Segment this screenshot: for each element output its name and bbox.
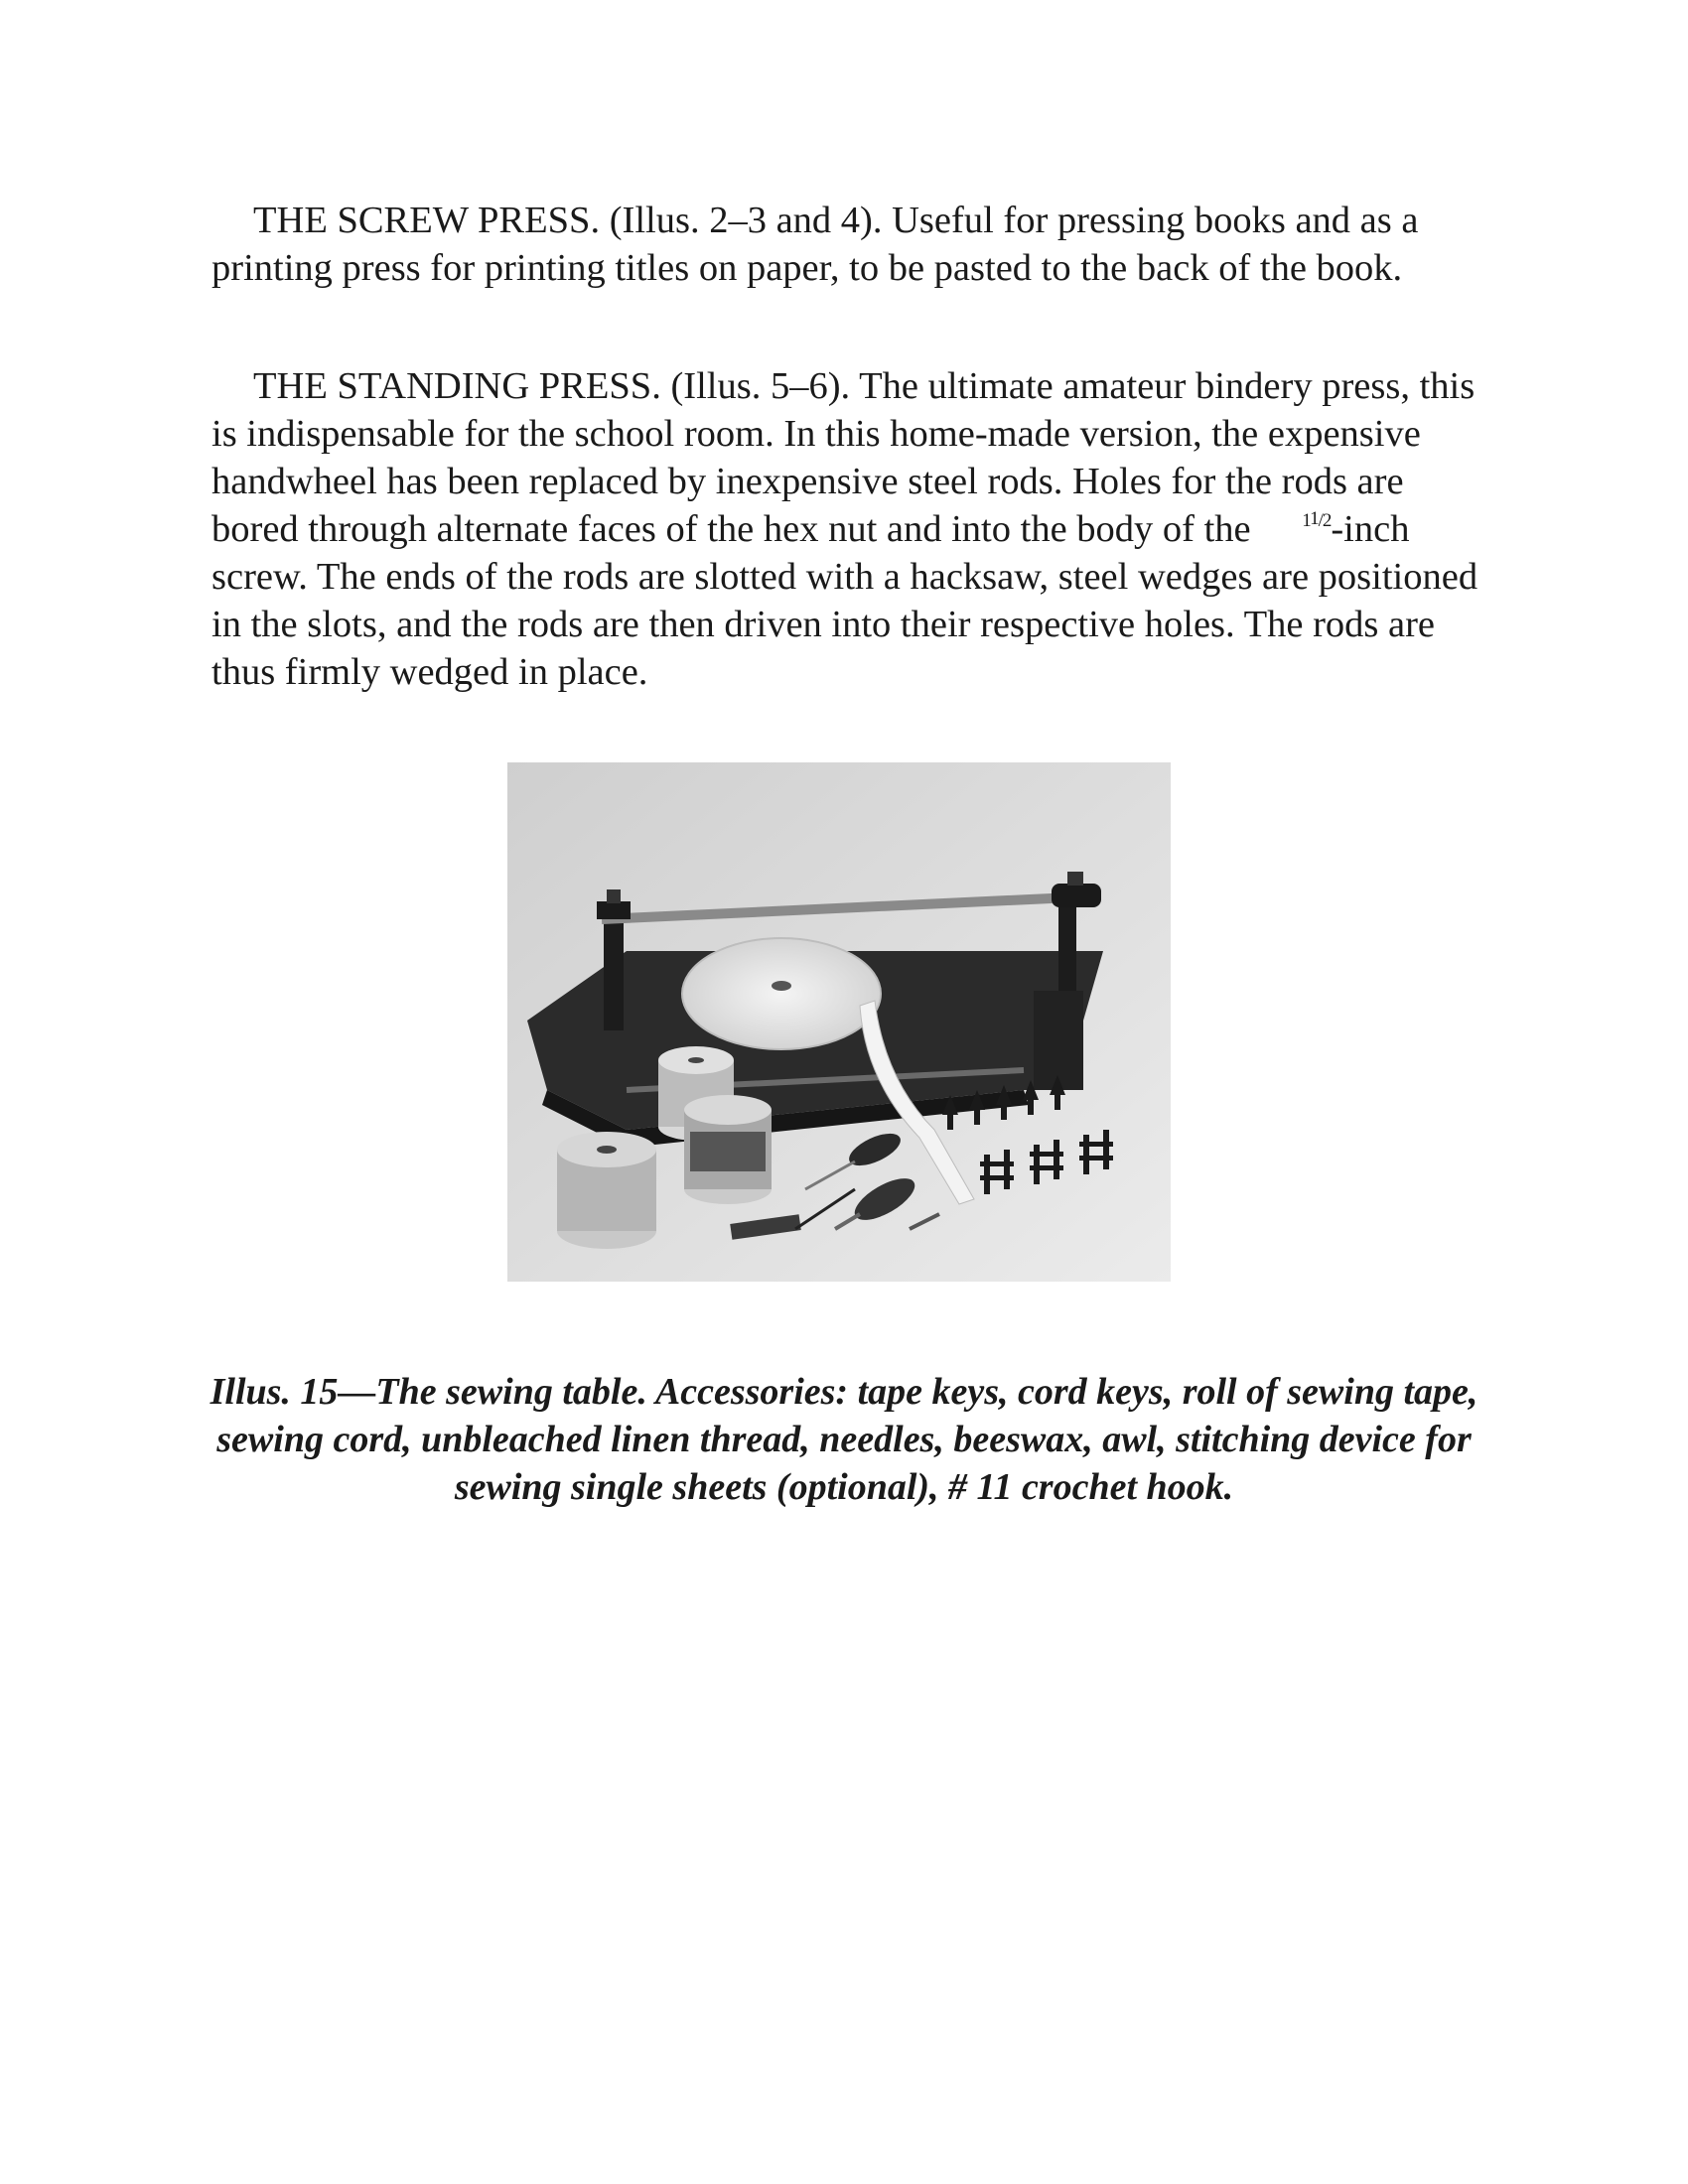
- right-block: [1034, 991, 1083, 1090]
- left-upright: [604, 911, 624, 1030]
- fraction-numerator: 1: [1310, 508, 1319, 529]
- sewing-cord-spool: [557, 1132, 656, 1249]
- paragraph-screw-press: [211, 197, 1492, 292]
- fraction-one-and-a-half: 11/2: [1302, 508, 1332, 531]
- paragraph-standing-press-text-end: -inch screw. The ends of the rods are slotted with a hacksaw, steel wedges are positioned in the slots, and the rods are then driven into their respective holes. The rods are thus firmly wedged in place.: [211, 508, 1478, 693]
- sewing-table-illustration: [507, 762, 1171, 1282]
- paragraph-screw-press-text: THE SCREW PRESS. (Illus. 2–3 and 4). Useful for pressing books and as a printing press for printing titles on paper, to be pasted to the back of the book.: [211, 200, 1419, 289]
- sewing-table-photo: [507, 762, 1171, 1282]
- paragraph-standing-press: [211, 362, 1492, 696]
- thread-spool-labelled: [684, 1095, 772, 1204]
- paragraph-standing-press-text-start: THE STANDING PRESS. (Illus. 5–6). The ultimate amateur bindery press, this is indispensable for the school room. In this home-made version, the expensive handwheel has been replaced by inexpensive steel rods. Holes for the rods are bored through alternate faces of the hex nut and into the body of the: [211, 365, 1476, 550]
- fraction-denominator: 2: [1322, 510, 1332, 531]
- figure-caption: Illus. 15—The sewing table. Accessories: tape keys, cord keys, roll of sewing tape, sewing cord, unbleached linen thread, needles, beeswax, awl, stitching device for sewing single sheets (optional), # 11 crochet hook.: [210, 1371, 1478, 1508]
- fraction-whole: 1: [1302, 510, 1311, 531]
